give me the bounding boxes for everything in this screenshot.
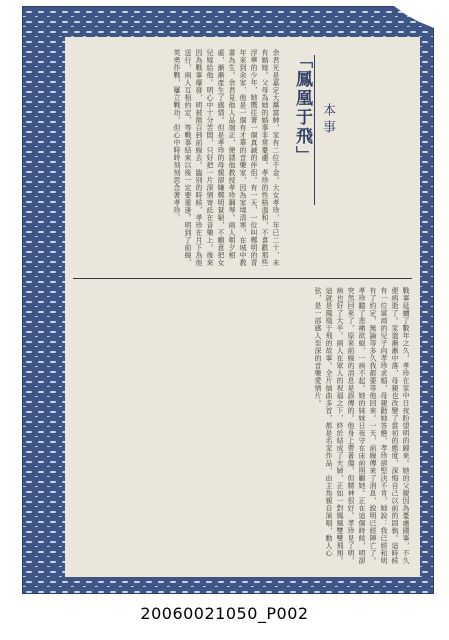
synopsis-bottom-text: 戰事延續了數年之久，孝珍在家中日夜盼望明的歸來。她的父親因為憂慮國事，不久便病逝了。家道漸漸中落，母親也改變了當初的態度，深悔自己以前的固執。這時候有一位富商的兒子向孝珍求婚，母親勸她答應，孝珍卻堅決不肯，她說：我已經和明有了約定，無論等多久我都要等他回來。一天，前線傳來了消息，說明已經陣亡了。孝珍聽了悲痛欲絕，一病不起。她的妹妹日夜守在床前照顧她。正在這個時候，明卻突然回來了，原來前線的消息是誤傳的。他身上帶著傷，但精神很好。孝珍見了明，病也好了大半。兩人在眾人的祝福之下，終於結成了夫婦，正如一對鳳凰雙雙飛翔。這就是鳳凰于飛的故事。全片插曲多首，都是名家作品，由主角親自演唱，動人心弦，是一部感人至深的音樂愛情片。 [314, 287, 410, 565]
torn-corner [394, 6, 434, 28]
section-divider [73, 278, 412, 279]
document-subtitle: 本事 [320, 103, 335, 137]
document-title: 「鳳凰于飛」 [292, 51, 312, 165]
title-block [286, 47, 382, 217]
text-panel [65, 37, 420, 577]
synopsis-top-text: 余君光是嘉定大黨富紳，家有二位千金。大女孝珍，年已二十，未有婚嫁。父母為她的婚事非常憂慮。孝珍的性格溫和，不喜歡那些浮華的少年，她嚮往著一個真誠的伴侶。有一天，一位叫鄭明的青年來到余家，他是一個有才華的音樂家，因為家境清寒，在城中教書為生。余君見他人品端正，便請他教授孝珍鋼琴。兩人朝夕相處，漸漸產生了感情。但是孝珍的母親卻嫌鄭明貧窮，不願意把女兒嫁給他。明心中十分苦悶，只好把一片深情寄託在音樂上。後來因為戰事爆發，明被徵召到前線去。臨別的時候，孝珍在月下為他送行，兩人互相約定，等戰事結束以後一定要重逢。明到了前線，英勇作戰，屢立戰功，但心中時時刻刻思念著孝珍。 [173, 49, 280, 267]
archive-id-caption: 20060021050_P002 [140, 604, 309, 623]
patterned-border-sheet [22, 6, 434, 594]
